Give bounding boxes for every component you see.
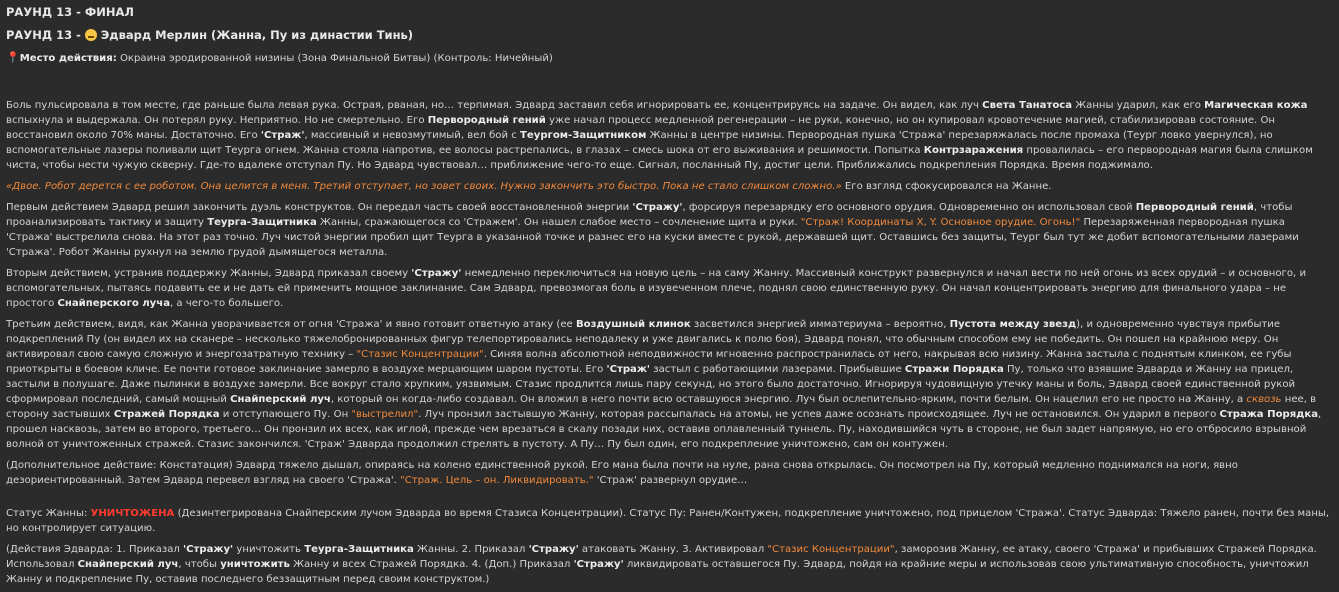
text: Его взгляд сфокусировался на Жанне. <box>841 181 1052 192</box>
text: Жанну и всех Стражей Порядка. 4. (Доп.) Приказал <box>289 559 574 570</box>
text: 'Страж' развернул орудие… <box>593 475 748 486</box>
text: , форсируя перезарядку его основного орудия. Одновременно он использовал свой <box>682 202 1136 213</box>
bold-term: Пустота между звезд <box>949 319 1077 330</box>
text: застыл с работающими лазерами. Прибывшие <box>650 364 905 375</box>
text: Жанны, сражающегося со 'Стражем'. Он нашел слабое место – сочленение щита и руки. <box>316 217 801 228</box>
text: ликвидировать оставшегося Пу. Эдвард, пойдя на крайние меры и использовав свою ультимативную способность, уничтожил Жанну и подкрепление Пу, оставив последнего беззащитным перед своим конструктом.) <box>6 559 1309 585</box>
text: вспыхнула и выдержала. Он потерял руку. Неприятно. Но не смертельно. Его <box>6 115 428 126</box>
text: и отступающего Пу. Он <box>219 409 352 420</box>
bold-term: 'Стражу' <box>528 544 579 555</box>
text: , чтобы проанализировать тактику и защиту <box>6 202 1293 228</box>
round-header-title: Эдвард Мерлин (Жанна, Пу из династии Тинь) <box>100 28 414 42</box>
text: нее, в сторону застывших <box>6 394 1317 420</box>
text: Боль пульсировала в том месте, где раньше была левая рука. Острая, рваная, но… терпимая. Эдвард заставил себя игнорировать ее, концентрируясь на задаче. Он видел, как луч <box>6 100 983 111</box>
paragraph-1 <box>6 98 1333 173</box>
paragraph-3 <box>6 200 1333 260</box>
bold-term: Воздушный клинок <box>575 319 691 330</box>
text: Жанны ударил, как его <box>1072 100 1205 111</box>
bold-term: 'Страж' <box>260 130 305 141</box>
bold-term: Магическая кожа <box>1204 100 1308 111</box>
text: провалилась – его первородная магия была слишком чиста, чтобы нести чужую скверну. Где-то вдалеке отступал Пу. Но Эдвард чувствовал… приближение чего-то еще. Сигнал, посланный Пу, достиг цели. Приближались подкрепления Порядка. Время поджимало. <box>6 145 1313 171</box>
text: Статус Жанны: <box>6 508 91 519</box>
text: (Дополнительное действие: Констатация) Эдвард тяжело дышал, опираясь на колено единственной рукой. Его мана была почти на нуле, рана снова открылась. Он посмотрел на Пу, который медленно поднимался на ноги, явно дезориентированный. Затем Эдвард перевел взгляд на своего 'Стража'. <box>6 460 1238 486</box>
spacer <box>6 494 1333 506</box>
map-pin-icon: 📍 <box>6 51 20 64</box>
command-quote: "Страж. Цель – он. Ликвидировать." <box>400 475 594 486</box>
bold-term: 'Стражу' <box>632 202 683 213</box>
round-title: РАУНД 13 - ФИНАЛ <box>6 5 134 19</box>
text: Жанны. 2. Приказал <box>413 544 529 555</box>
text: ), и одновременно чувствуя прибытие подкреплений Пу (он видел их на сканере – несколько тяжелобронированных фигур телепортировались неподалеку и уже двигались к полю боя), Эдвард понял, что обычным способом ему не победить. Он пошел на крайнюю меру. Он активировал свою самую сложную и энергозатратную технику – <box>6 319 1281 360</box>
paragraph-4 <box>6 266 1333 311</box>
actions-summary <box>6 542 1333 587</box>
bold-term: Света Танатоса <box>982 100 1073 111</box>
destroyed-status: УНИЧТОЖЕНА <box>90 508 175 519</box>
text: , прошел насквозь, затем во второго, третьего… Он пронзил их всех, как иглой, прежде чем врезаться в скалу позади них, оставив оплавленный туннель. Пу, находившийся чуть в стороне, не был задет напрямую, но его отбросило взрывной волной от уничтоженных стражей. Стазис закончился. 'Страж' Эдварда продолжил стрелять в пустоту. А Пу… Пу был один, его подкрепление уничтожено, сам он контужен. <box>6 409 1322 450</box>
status-paragraph <box>6 506 1333 536</box>
location-label: Место действия: <box>19 53 117 64</box>
text: Вторым действием, устранив поддержку Жанны, Эдвард приказал своему <box>6 268 412 279</box>
bold-term: Стража Порядка <box>1219 409 1319 420</box>
action-quote: "выстрелил" <box>351 409 419 420</box>
text: Третьим действием, видя, как Жанна уворачивается от огня 'Стража' и явно готовит ответную атаку (ее <box>6 319 576 330</box>
inner-thought: «Двое. Робот дерется с ее роботом. Она целится в меня. Третий отступает, но зовет своих. Нужно закончить это быстро. Пока не стало слишком сложно.» <box>6 181 842 192</box>
bold-term: Теурга-Защитника <box>304 544 414 555</box>
bold-term: уничтожить <box>220 559 290 570</box>
text: (Действия Эдварда: 1. Приказал <box>6 544 184 555</box>
spacer <box>6 76 1333 98</box>
technique-quote: "Стазис Концентрации" <box>767 544 895 555</box>
text: атаковать Жанну. 3. Активировал <box>578 544 768 555</box>
bold-term: Первородный гений <box>1135 202 1254 213</box>
bold-term: 'Стражу' <box>573 559 624 570</box>
paragraph-6 <box>6 458 1333 488</box>
text: немедленно переключиться на новую цель – на саму Жанну. Массивный конструкт развернулся и начал вести по ней огонь из всех орудий – и основного, и вспомогательных, пытаясь подавить ее и не дать ей применить мощное заклинание. Сам Эдвард, превозмогая боль в изувеченном плече, поднял свою единственную руку. Он начал концентрировать энергию для финального удара – не простого <box>6 268 1307 309</box>
paragraph-5 <box>6 317 1333 452</box>
location-value: Окраина эродированной низины (Зона Финальной Битвы) (Контроль: Ничейный) <box>119 53 553 64</box>
text: Жанны в центре низины. Первородная пушка 'Стража' перезаряжалась после промаха (Теург ловко увернулся), но вспомогательные лазеры поливали щит Теурга огнем. Жанна стояла напротив, ее волосы растрепались, в глазах – смесь шока от его выживания и решимости. Попытка <box>6 130 1273 156</box>
text: , заморозив Жанну, ее атаку, своего 'Стража' и прибывших Стражей Порядка. Использовал <box>6 544 1317 570</box>
technique-quote: "Стазис Концентрации" <box>356 349 484 360</box>
bold-term: Контрзаражения <box>923 145 1024 156</box>
bold-term: Первородный гений <box>427 115 546 126</box>
text: , который он когда-либо создавал. Он вложил в него почти всю оставшуюся энергию. Луч был ослепительно-ярким, почти белым. Он нацелил его не просто на Жанну, а <box>330 394 1247 405</box>
text: , а чего-то большего. <box>170 298 284 309</box>
bold-term: Теурга-Защитника <box>207 217 317 228</box>
text: , чтобы <box>178 559 221 570</box>
italic-term: сквозь <box>1246 394 1282 405</box>
text: уничтожить <box>233 544 305 555</box>
text: Первым действием Эдвард решил закончить дуэль конструктов. Он передал часть своей восстановленной энергии <box>6 202 633 213</box>
bold-term: 'Страж' <box>606 364 651 375</box>
round-header <box>6 27 1333 44</box>
bold-term: Теургом-Защитником <box>520 130 647 141</box>
bold-term: Снайперский луч <box>230 394 331 405</box>
paragraph-2 <box>6 179 1333 194</box>
text: засветился энергией имматериума – вероятно, <box>690 319 950 330</box>
text: Перезаряженная первородная пушка 'Стража' выстрелила снова. На этот раз точно. Луч чистой энергии пробил щит Теурга в указанной точке и разнес его на куски вместе с рукой, державшей щит. Оставшись без защиты, Теург был тут же добит вспомогательными лазерами 'Стража'. Робот Жанны рухнул на землю грудой дымящегося металла. <box>6 217 1299 258</box>
text: . Луч пронзил застывшую Жанну, которая рассыпалась на атомы, не успев даже осознать происходящее. Луч не остановился. Он ударил в первого <box>418 409 1220 420</box>
text: Пу, только что взявшие Эдварда и Жанну на прицел, застыли в полушаге. Даже пылинки в воздухе замерли. Все вокруг стало хрупким, уязвимым. Стазис продлится лишь пару секунд, но этого было достаточно. Игнорируя чудовищную утечку маны и боль, Эдвард своей единственной рукой сформировал последний, самый мощный <box>6 364 1296 405</box>
location-line <box>6 50 1333 66</box>
bold-term: Стражи Порядка <box>904 364 1004 375</box>
bold-term: 'Стражу' <box>183 544 234 555</box>
neutral-face-emoji-icon <box>85 29 97 41</box>
text: уже начал процесс медленной регенерации – не руки, конечно, но он купировал кровотечение магией, стабилизировав состояние. Он восстановил около 70% маны. Достаточно. Его <box>6 115 1276 141</box>
bold-term: Стражей Порядка <box>113 409 220 420</box>
text: (Дезинтегрирована Снайперским лучом Эдварда во время Стазиса Концентрации). Статус Пу: Ранен/Контужен, подкрепление уничтожено, под прицелом 'Стража'. Статус Эдварда: Тяжело ранен, почти без маны, но контролирует ситуацию. <box>6 508 1330 534</box>
bold-term: Снайперский луч <box>77 559 179 570</box>
text: , массивный и невозмутимый, вел бой с <box>304 130 521 141</box>
bold-term: Снайперского луча <box>57 298 170 309</box>
bold-term: 'Стражу' <box>411 268 462 279</box>
command-quote: "Страж! Координаты X, Y. Основное орудие. Огонь!" <box>800 217 1081 228</box>
text: . Синяя волна абсолютной неподвижности мгновенно распространилась от него, накрывая всю низину. Жанна застыла с поднятым клинком, ее губы приоткрыты в боевом кличе. Ее почти готовое заклинание замерло в воздухе мерцающим шаром пустоты. Его <box>6 349 1292 375</box>
round-header-prefix: РАУНД 13 - <box>6 28 81 42</box>
